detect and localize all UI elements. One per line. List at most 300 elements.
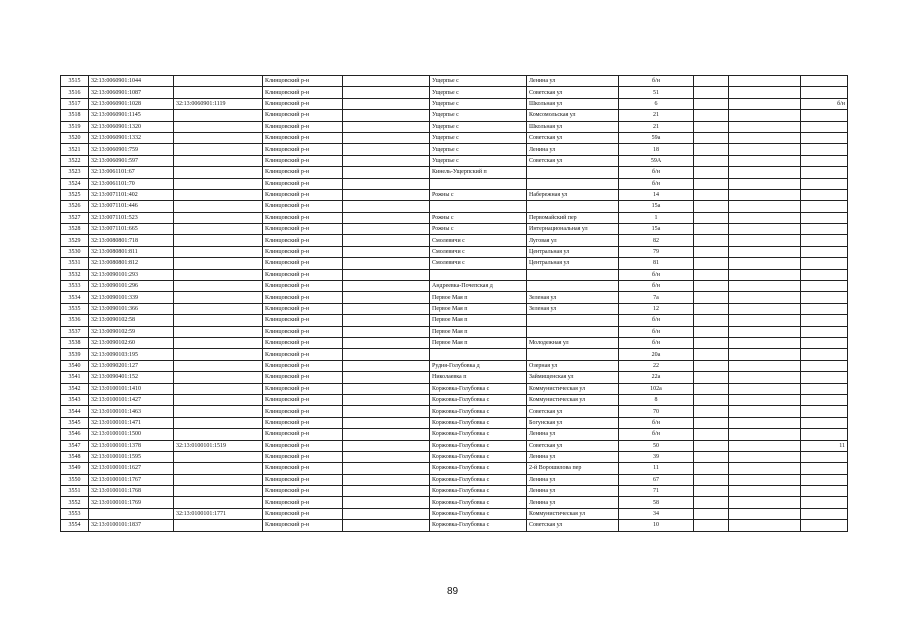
locality-cell: Первое Мая п <box>430 303 527 314</box>
house-cell: 14 <box>619 189 694 200</box>
apartment-cell <box>801 372 848 383</box>
linked-cadastral-number-cell <box>174 315 263 326</box>
cadastral-number-cell: 32:13:0080801:718 <box>89 235 174 246</box>
house-cell: 21 <box>619 121 694 132</box>
cadastral-number-cell: 32:13:0060901:1145 <box>89 110 174 121</box>
linked-cadastral-number-cell <box>174 281 263 292</box>
extra-cell <box>729 246 801 257</box>
row-number-cell: 3517 <box>61 98 89 109</box>
building-cell <box>694 451 729 462</box>
extra-cell <box>729 474 801 485</box>
district-cell: Клинцовский р-н <box>263 360 343 371</box>
row-number-cell: 3538 <box>61 337 89 348</box>
house-cell: б/н <box>619 417 694 428</box>
house-cell: б/н <box>619 167 694 178</box>
building-cell <box>694 201 729 212</box>
extra-cell <box>729 486 801 497</box>
table-row <box>61 417 848 428</box>
house-cell: 39 <box>619 451 694 462</box>
street-cell <box>527 349 619 360</box>
linked-cadastral-number-cell <box>174 360 263 371</box>
district-cell: Клинцовский р-н <box>263 269 343 280</box>
empty-cell <box>343 98 430 109</box>
street-cell: Школьная ул <box>527 121 619 132</box>
cadastral-number-cell: 32:13:0100101:1378 <box>89 440 174 451</box>
empty-cell <box>343 383 430 394</box>
apartment-cell <box>801 417 848 428</box>
house-cell: 15а <box>619 201 694 212</box>
linked-cadastral-number-cell <box>174 372 263 383</box>
row-number-cell: 3523 <box>61 167 89 178</box>
building-cell <box>694 406 729 417</box>
extra-cell <box>729 258 801 269</box>
locality-cell: Первое Мая п <box>430 315 527 326</box>
house-cell: 6 <box>619 98 694 109</box>
district-cell: Клинцовский р-н <box>263 349 343 360</box>
linked-cadastral-number-cell <box>174 224 263 235</box>
district-cell: Клинцовский р-н <box>263 394 343 405</box>
house-cell: 15а <box>619 224 694 235</box>
extra-cell <box>729 372 801 383</box>
building-cell <box>694 98 729 109</box>
building-cell <box>694 360 729 371</box>
table-row <box>61 315 848 326</box>
house-cell: 70 <box>619 406 694 417</box>
street-cell: Набережная ул <box>527 189 619 200</box>
extra-cell <box>729 155 801 166</box>
apartment-cell <box>801 281 848 292</box>
locality-cell: Коржовка-Голубовка с <box>430 406 527 417</box>
district-cell: Клинцовский р-н <box>263 303 343 314</box>
apartment-cell <box>801 486 848 497</box>
district-cell: Клинцовский р-н <box>263 201 343 212</box>
table-row <box>61 121 848 132</box>
cadastral-number-cell: 32:13:0100101:1595 <box>89 451 174 462</box>
locality-cell: Рудня-Голубовка д <box>430 360 527 371</box>
locality-cell: Кинель-Ущерпский п <box>430 167 527 178</box>
table-row <box>61 486 848 497</box>
locality-cell: Ущерпье с <box>430 144 527 155</box>
house-cell: 58 <box>619 497 694 508</box>
house-cell: 79 <box>619 246 694 257</box>
empty-cell <box>343 110 430 121</box>
linked-cadastral-number-cell <box>174 292 263 303</box>
linked-cadastral-number-cell <box>174 486 263 497</box>
table-row <box>61 155 848 166</box>
row-number-cell: 3536 <box>61 315 89 326</box>
empty-cell <box>343 235 430 246</box>
empty-cell <box>343 224 430 235</box>
table-row <box>61 189 848 200</box>
apartment-cell <box>801 269 848 280</box>
table-row <box>61 440 848 451</box>
building-cell <box>694 383 729 394</box>
house-cell: 50 <box>619 440 694 451</box>
table-body <box>61 76 848 532</box>
district-cell: Клинцовский р-н <box>263 440 343 451</box>
district-cell: Клинцовский р-н <box>263 110 343 121</box>
district-cell: Клинцовский р-н <box>263 417 343 428</box>
empty-cell <box>343 76 430 87</box>
cadastral-number-cell: 32:13:0061101:67 <box>89 167 174 178</box>
building-cell <box>694 246 729 257</box>
extra-cell <box>729 520 801 531</box>
locality-cell: Николаевка п <box>430 372 527 383</box>
row-number-cell: 3552 <box>61 497 89 508</box>
apartment-cell <box>801 315 848 326</box>
apartment-cell <box>801 155 848 166</box>
extra-cell <box>729 144 801 155</box>
street-cell <box>527 281 619 292</box>
table-row <box>61 76 848 87</box>
street-cell: Ленина ул <box>527 144 619 155</box>
apartment-cell <box>801 178 848 189</box>
empty-cell <box>343 337 430 348</box>
locality-cell: Первое Мая п <box>430 326 527 337</box>
building-cell <box>694 235 729 246</box>
linked-cadastral-number-cell: 32:13:0100101:1771 <box>174 508 263 519</box>
linked-cadastral-number-cell <box>174 235 263 246</box>
locality-cell: Коржовка-Голубовка с <box>430 463 527 474</box>
linked-cadastral-number-cell <box>174 429 263 440</box>
table-row <box>61 406 848 417</box>
empty-cell <box>343 326 430 337</box>
street-cell <box>527 167 619 178</box>
house-cell: б/н <box>619 269 694 280</box>
building-cell <box>694 417 729 428</box>
table-row <box>61 349 848 360</box>
building-cell <box>694 110 729 121</box>
locality-cell <box>430 178 527 189</box>
locality-cell <box>430 349 527 360</box>
district-cell: Клинцовский р-н <box>263 292 343 303</box>
cadastral-number-cell: 32:13:0090102:59 <box>89 326 174 337</box>
locality-cell: Рожны с <box>430 212 527 223</box>
building-cell <box>694 520 729 531</box>
table-row <box>61 429 848 440</box>
linked-cadastral-number-cell: 32:13:0060901:1119 <box>174 98 263 109</box>
apartment-cell <box>801 337 848 348</box>
empty-cell <box>343 155 430 166</box>
extra-cell <box>729 121 801 132</box>
row-number-cell: 3550 <box>61 474 89 485</box>
district-cell: Клинцовский р-н <box>263 383 343 394</box>
apartment-cell <box>801 497 848 508</box>
empty-cell <box>343 474 430 485</box>
row-number-cell: 3539 <box>61 349 89 360</box>
house-cell: б/н <box>619 315 694 326</box>
street-cell: Ленина ул <box>527 497 619 508</box>
linked-cadastral-number-cell <box>174 189 263 200</box>
locality-cell: Коржовка-Голубовка с <box>430 394 527 405</box>
table-row <box>61 235 848 246</box>
house-cell: б/н <box>619 178 694 189</box>
cadastral-number-cell: 32:13:0090103:195 <box>89 349 174 360</box>
building-cell <box>694 508 729 519</box>
cadastral-number-cell: 32:13:0090401:152 <box>89 372 174 383</box>
apartment-cell <box>801 144 848 155</box>
cadastral-number-cell: 32:13:0100101:1500 <box>89 429 174 440</box>
extra-cell <box>729 235 801 246</box>
cadastral-number-cell: 32:13:0060901:1332 <box>89 132 174 143</box>
apartment-cell <box>801 360 848 371</box>
linked-cadastral-number-cell <box>174 474 263 485</box>
linked-cadastral-number-cell <box>174 144 263 155</box>
extra-cell <box>729 394 801 405</box>
empty-cell <box>343 508 430 519</box>
building-cell <box>694 429 729 440</box>
building-cell <box>694 155 729 166</box>
street-cell: Ленина ул <box>527 76 619 87</box>
house-cell: 67 <box>619 474 694 485</box>
table-row <box>61 463 848 474</box>
table-row <box>61 520 848 531</box>
linked-cadastral-number-cell <box>174 178 263 189</box>
street-cell: Центральная ул <box>527 246 619 257</box>
empty-cell <box>343 178 430 189</box>
cadastral-number-cell: 32:13:0100101:1767 <box>89 474 174 485</box>
table-row <box>61 508 848 519</box>
apartment-cell <box>801 508 848 519</box>
house-cell: 21 <box>619 110 694 121</box>
table-row <box>61 87 848 98</box>
empty-cell <box>343 201 430 212</box>
building-cell <box>694 121 729 132</box>
linked-cadastral-number-cell <box>174 394 263 405</box>
empty-cell <box>343 349 430 360</box>
apartment-cell <box>801 121 848 132</box>
table-row <box>61 383 848 394</box>
cadastral-number-cell: 32:13:0071101:665 <box>89 224 174 235</box>
street-cell: Центральная ул <box>527 258 619 269</box>
district-cell: Клинцовский р-н <box>263 463 343 474</box>
extra-cell <box>729 440 801 451</box>
row-number-cell: 3548 <box>61 451 89 462</box>
table-row <box>61 224 848 235</box>
street-cell: Коммунистическая ул <box>527 394 619 405</box>
cadastral-number-cell: 32:13:0090101:366 <box>89 303 174 314</box>
district-cell: Клинцовский р-н <box>263 372 343 383</box>
table-row <box>61 144 848 155</box>
empty-cell <box>343 258 430 269</box>
row-number-cell: 3541 <box>61 372 89 383</box>
table-row <box>61 451 848 462</box>
district-cell: Клинцовский р-н <box>263 235 343 246</box>
row-number-cell: 3547 <box>61 440 89 451</box>
empty-cell <box>343 144 430 155</box>
district-cell: Клинцовский р-н <box>263 246 343 257</box>
empty-cell <box>343 281 430 292</box>
street-cell: Комсомольская ул <box>527 110 619 121</box>
row-number-cell: 3522 <box>61 155 89 166</box>
linked-cadastral-number-cell <box>174 383 263 394</box>
house-cell: 11 <box>619 463 694 474</box>
district-cell: Клинцовский р-н <box>263 337 343 348</box>
locality-cell: Андреевка-Почепская д <box>430 281 527 292</box>
apartment-cell <box>801 110 848 121</box>
empty-cell <box>343 303 430 314</box>
street-cell: Займищенская ул <box>527 372 619 383</box>
locality-cell: Смолевичи с <box>430 246 527 257</box>
linked-cadastral-number-cell <box>174 110 263 121</box>
apartment-cell <box>801 406 848 417</box>
empty-cell <box>343 315 430 326</box>
row-number-cell: 3528 <box>61 224 89 235</box>
district-cell: Клинцовский р-н <box>263 98 343 109</box>
building-cell <box>694 474 729 485</box>
locality-cell: Рожны с <box>430 224 527 235</box>
locality-cell: Коржовка-Голубовка с <box>430 486 527 497</box>
building-cell <box>694 292 729 303</box>
district-cell: Клинцовский р-н <box>263 281 343 292</box>
extra-cell <box>729 383 801 394</box>
row-number-cell: 3527 <box>61 212 89 223</box>
row-number-cell: 3526 <box>61 201 89 212</box>
apartment-cell <box>801 212 848 223</box>
apartment-cell: б/н <box>801 98 848 109</box>
street-cell <box>527 269 619 280</box>
district-cell: Клинцовский р-н <box>263 258 343 269</box>
building-cell <box>694 349 729 360</box>
apartment-cell <box>801 76 848 87</box>
street-cell: Озерная ул <box>527 360 619 371</box>
table-row <box>61 167 848 178</box>
cadastral-number-cell: 32:13:0100101:1427 <box>89 394 174 405</box>
linked-cadastral-number-cell <box>174 87 263 98</box>
apartment-cell <box>801 303 848 314</box>
empty-cell <box>343 292 430 303</box>
building-cell <box>694 144 729 155</box>
building-cell <box>694 440 729 451</box>
apartment-cell <box>801 235 848 246</box>
row-number-cell: 3551 <box>61 486 89 497</box>
linked-cadastral-number-cell <box>174 349 263 360</box>
district-cell: Клинцовский р-н <box>263 132 343 143</box>
cadastral-number-cell: 32:13:0100101:1471 <box>89 417 174 428</box>
row-number-cell: 3529 <box>61 235 89 246</box>
street-cell: Школьная ул <box>527 98 619 109</box>
empty-cell <box>343 417 430 428</box>
building-cell <box>694 463 729 474</box>
empty-cell <box>343 360 430 371</box>
street-cell: Зеленая ул <box>527 292 619 303</box>
table-row <box>61 246 848 257</box>
extra-cell <box>729 132 801 143</box>
building-cell <box>694 303 729 314</box>
extra-cell <box>729 406 801 417</box>
extra-cell <box>729 417 801 428</box>
extra-cell <box>729 76 801 87</box>
house-cell: 12 <box>619 303 694 314</box>
linked-cadastral-number-cell <box>174 520 263 531</box>
row-number-cell: 3544 <box>61 406 89 417</box>
page-number: 89 <box>446 586 459 597</box>
extra-cell <box>729 87 801 98</box>
house-cell: б/н <box>619 76 694 87</box>
locality-cell: Коржовка-Голубовка с <box>430 417 527 428</box>
apartment-cell <box>801 167 848 178</box>
cadastral-number-cell: 32:13:0080801:811 <box>89 246 174 257</box>
linked-cadastral-number-cell <box>174 258 263 269</box>
locality-cell: Ущерпье с <box>430 110 527 121</box>
apartment-cell <box>801 429 848 440</box>
street-cell: Советская ул <box>527 440 619 451</box>
empty-cell <box>343 394 430 405</box>
district-cell: Клинцовский р-н <box>263 155 343 166</box>
cadastral-number-cell: 32:13:0100101:1837 <box>89 520 174 531</box>
extra-cell <box>729 224 801 235</box>
locality-cell: Ущерпье с <box>430 87 527 98</box>
linked-cadastral-number-cell <box>174 212 263 223</box>
locality-cell: Ущерпье с <box>430 155 527 166</box>
house-cell: 10 <box>619 520 694 531</box>
street-cell: Советская ул <box>527 155 619 166</box>
apartment-cell <box>801 326 848 337</box>
row-number-cell: 3542 <box>61 383 89 394</box>
cadastral-number-cell: 32:13:0100101:1769 <box>89 497 174 508</box>
street-cell: Ленина ул <box>527 451 619 462</box>
street-cell <box>527 201 619 212</box>
extra-cell <box>729 360 801 371</box>
street-cell: Советская ул <box>527 406 619 417</box>
locality-cell: Смолевичи с <box>430 258 527 269</box>
house-cell: 20а <box>619 349 694 360</box>
house-cell: б/н <box>619 326 694 337</box>
house-cell: б/н <box>619 429 694 440</box>
extra-cell <box>729 98 801 109</box>
house-cell: 22а <box>619 372 694 383</box>
row-number-cell: 3554 <box>61 520 89 531</box>
table-row <box>61 281 848 292</box>
linked-cadastral-number-cell <box>174 417 263 428</box>
cadastral-number-cell: 32:13:0090102:58 <box>89 315 174 326</box>
locality-cell: Коржовка-Голубовка с <box>430 429 527 440</box>
apartment-cell <box>801 224 848 235</box>
building-cell <box>694 76 729 87</box>
house-cell: 71 <box>619 486 694 497</box>
street-cell: Советская ул <box>527 520 619 531</box>
cadastral-number-cell: 32:13:0090101:339 <box>89 292 174 303</box>
apartment-cell <box>801 394 848 405</box>
extra-cell <box>729 189 801 200</box>
linked-cadastral-number-cell <box>174 303 263 314</box>
locality-cell: Ущерпье с <box>430 132 527 143</box>
extra-cell <box>729 178 801 189</box>
cadastral-number-cell: 32:13:0071101:402 <box>89 189 174 200</box>
linked-cadastral-number-cell <box>174 451 263 462</box>
house-cell: 59А <box>619 155 694 166</box>
house-cell: 81 <box>619 258 694 269</box>
linked-cadastral-number-cell <box>174 201 263 212</box>
cadastral-number-cell: 32:13:0071101:523 <box>89 212 174 223</box>
locality-cell: Коржовка-Голубовка с <box>430 474 527 485</box>
row-number-cell: 3535 <box>61 303 89 314</box>
table-row <box>61 178 848 189</box>
table-row <box>61 360 848 371</box>
street-cell: Первомайский пер <box>527 212 619 223</box>
house-cell: б/н <box>619 337 694 348</box>
cadastral-number-cell: 32:13:0060901:1320 <box>89 121 174 132</box>
district-cell: Клинцовский р-н <box>263 474 343 485</box>
district-cell: Клинцовский р-н <box>263 224 343 235</box>
house-cell: 59а <box>619 132 694 143</box>
empty-cell <box>343 269 430 280</box>
street-cell <box>527 178 619 189</box>
district-cell: Клинцовский р-н <box>263 520 343 531</box>
street-cell: Советская ул <box>527 87 619 98</box>
locality-cell: Ущерпье с <box>430 76 527 87</box>
extra-cell <box>729 451 801 462</box>
